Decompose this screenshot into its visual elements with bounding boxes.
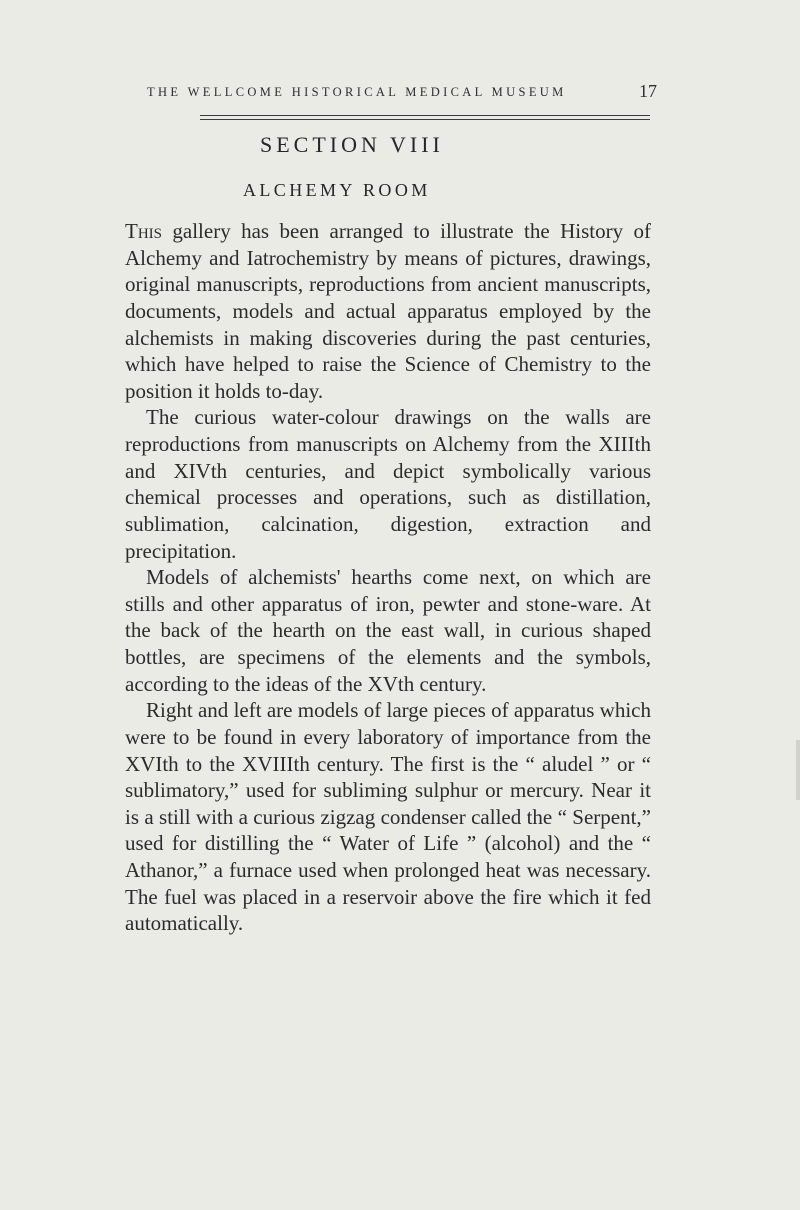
paragraph-4: Right and left are models of large pieces of apparatus which were to be found in every laboratory of importance from the XVIth to the XVIIIth century. The first is the “ aludel ” or “ sublimatory,” used for subliming sulphur or mercury. Near it is a still with a curious zigzag condenser called the “ Serpent,” used for distilling the “ Water of Life ” (alcohol) and the “ Athanor,” a furnace used when prolonged heat was necessary. The fuel was placed in a reservoir above the fire which it fed automatically.: [125, 698, 651, 936]
section-title: SECTION VIII: [260, 132, 444, 157]
room-title: ALCHEMY ROOM: [243, 180, 431, 200]
paragraph-1: [125, 218, 651, 404]
body-text: [125, 218, 651, 937]
page-number: 17: [639, 81, 657, 101]
running-title: THE WELLCOME HISTORICAL MEDICAL MUSEUM: [147, 85, 567, 99]
paragraph-1-lead-word: This: [125, 219, 162, 243]
page-edge-mark: [796, 740, 800, 800]
running-header: [147, 81, 657, 109]
header-rule-top: [200, 115, 650, 116]
header-rule-bottom: [200, 119, 650, 120]
paragraph-3: Models of alchemists' hearths come next, on which are stills and other apparatus of iron, pewter and stone-ware. At the back of the hearth on the east wall, in curious shaped bottles, are specimens of the elements and the symbols, according to the ideas of the XVth century.: [125, 565, 651, 696]
paragraph-2: The curious water-colour drawings on the walls are reproductions from manuscripts on Alchemy from the XIIIth and XIVth centuries, and depict symbolically various chemical processes and operations, such as distillation, sublimation, calcination, digestion, extraction and precipitation.: [125, 405, 651, 563]
paragraph-1-text: gallery has been arranged to illustrate the History of Alchemy and Iatrochemistry by means of pictures, drawings, original manuscripts, reproductions from ancient manuscripts, documents, models and actual apparatus employed by the alchemists in making discoveries during the past centuries, which have helped to raise the Science of Chemistry to the position it holds to-day.: [125, 219, 651, 403]
